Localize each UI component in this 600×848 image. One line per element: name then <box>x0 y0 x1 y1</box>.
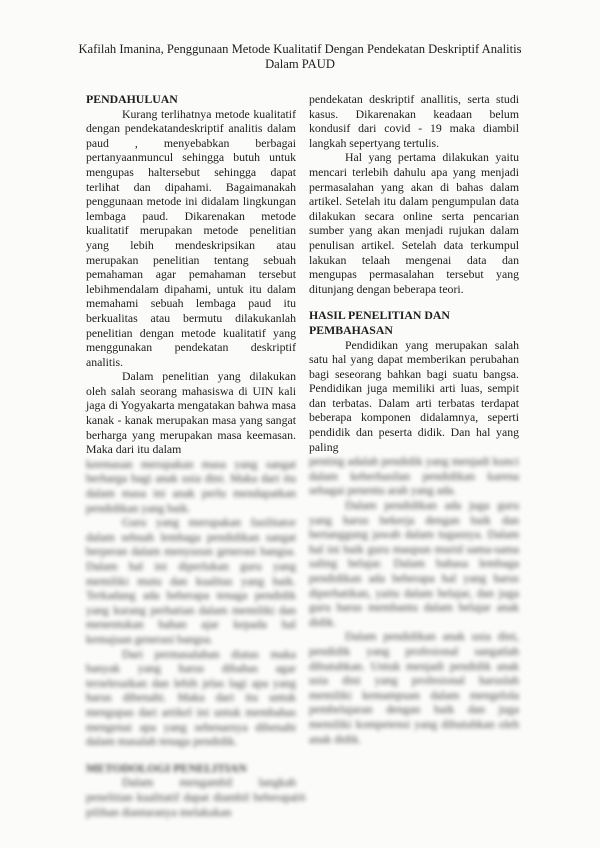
blurred-paragraph: keemasan merupakan masa yang sangat berharga bagi anak usia dini. Maka dari itu dalam masa ini anak perlu mendapatkan pendidikan yang baik. <box>86 456 296 515</box>
body-paragraph: Pendidikan yang merupakan salah satu hal yang dapat memberikan perubahan bagi seseorang bahkan bagi suatu bangsa. Pendidikan juga memiliki arti luas, sempit dan terbatas. Dalam arti terbatas terdapat beberapa komponen didalamnya, seperti pendidik dan peserta didik. Dan hal yang paling <box>309 337 519 454</box>
blurred-paragraph: Dalam pendidikan ada juga guru yang harus bekerja dengan baik dan bertanggung jawab dalam tugasnya. Dalam hal ini baik guru maupun murid sama-sama saling belajar. Dalam bahasa lembaga pendidikan ada beberapa hal yang harus diperhatikan, yaitu dalam belajar, dan juga guru harus membantu dalam belajar anak didik. <box>309 498 519 629</box>
blurred-text-region <box>309 454 519 746</box>
blurred-paragraph: Dalam pendidikan anak usia dini, pendidik yang profesional sangatlah dibutuhkan. Untuk menjadi pendidik anak usia dini yang profesional haruslah memiliki kemampuan dalam mengelola pembelajaran dengan baik dan juga memiliki kompetensi yang dibutuhkan oleh anak didik. <box>309 629 519 746</box>
body-paragraph: Kurang terlihatnya metode kualitatif dengan pendekatandeskriptif analitis dalam paud , menyebabkan berbagai pertanyaanmuncul sehingga butuh untuk mengupas haltersebut sehingga dapat terlihat dan dipahami. Bagaimanakah penggunaan metode ini didalam lingkungan lembaga paud. Dikarenakan metode kualitatif merupakan metode penelitian yang lebih mendeskripsikan atau merupakan penelitian tentang sebuah pemahaman agar pemahaman tersebut lebihmendalam dipahami, untuk itu dalam memahami sebuah lembaga paud itu berkualitas atau bermutu dilakukanlah penelitian dengan metode kualitatif yang menggunakan pendekatan deskriptif analitis. <box>86 106 296 369</box>
right-column <box>309 92 519 746</box>
blurred-text-region <box>86 457 296 819</box>
section-heading-pendahuluan: PENDAHULUAN <box>86 92 178 106</box>
left-column <box>86 92 296 819</box>
blurred-paragraph: Dalam mengambil langkah penelitian kualitatif dapat diambil beberapa pilihan diantaranya melakukan <box>86 775 296 819</box>
body-paragraph: pendekatan deskriptif anallitis, serta studi kasus. Dikarenakan keadaan belum kondusif dari covid - 19 maka diambil langkah sepertyang tertulis. <box>309 92 519 150</box>
body-paragraph: Dalam penelitian yang dilakukan oleh salah seorang mahasiswa di UIN kali jaga di Yogyakarta mengatakan bahwa masa kanak - kanak merupakan masa yang sangat berharga yang merupakan masa keemasan. Maka dari itu dalam <box>86 369 296 457</box>
section-heading-hasil: HASIL PENELITIAN DAN PEMBAHASAN <box>309 308 450 337</box>
body-paragraph: Hal yang pertama dilakukan yaitu mencari terlebih dahulu apa yang menjadi permasalahan yang akan di bahas dalam artikel. Setelah itu dalam pengumpulan data dilakukan secara online serta pencarian sumber yang akan menjadi rujukan dalam penulisan artikel. Setelah data terkumpul lakukan telaah mengenai data dan mengupas permasalahan tersebut yang ditunjang dengan beberapa teori. <box>309 150 519 296</box>
running-header-line-1: Kafilah Imanina, Penggunaan Metode Kualitatif Dengan Pendekatan Deskriptif Analitis <box>78 42 522 56</box>
running-header <box>60 42 540 72</box>
blurred-paragraph: Dari permasalahan diatas maka banyak yang harus dibahas agar terselesaikan dan lebih jelas lagi apa yang harus dibenahi. Maka dari itu untuk mengupas dari artikel ini untuk membahas mengenai apa yang sebenarnya dibenahi dalam masalah tenaga pendidik. <box>86 646 296 749</box>
running-header-line-2: Dalam PAUD <box>265 57 335 71</box>
page-number: 56 <box>294 792 306 804</box>
blurred-paragraph: Guru yang merupakan fasilitator dalam sebuah lembaga pendidikan sangat berperan dalam menyusun generasi bangsa. Dalam hal ini diperlukan guru yang memiliki mutu dan kualitas yang baik. Terkadang ada beberapa tenaga pendidik yang kurang perhatian dalam memiliki dan menentukan bahan ajar kepada hal kemajuan generasi bangsa. <box>86 515 296 646</box>
blurred-section-heading: METODOLOGI PENELITIAN <box>86 760 247 775</box>
blurred-paragraph: penting adalah pendidik yang menjadi kunci dalam keberhasilan pendidikan karena sebagai penentu arah yang ada. <box>309 454 519 498</box>
